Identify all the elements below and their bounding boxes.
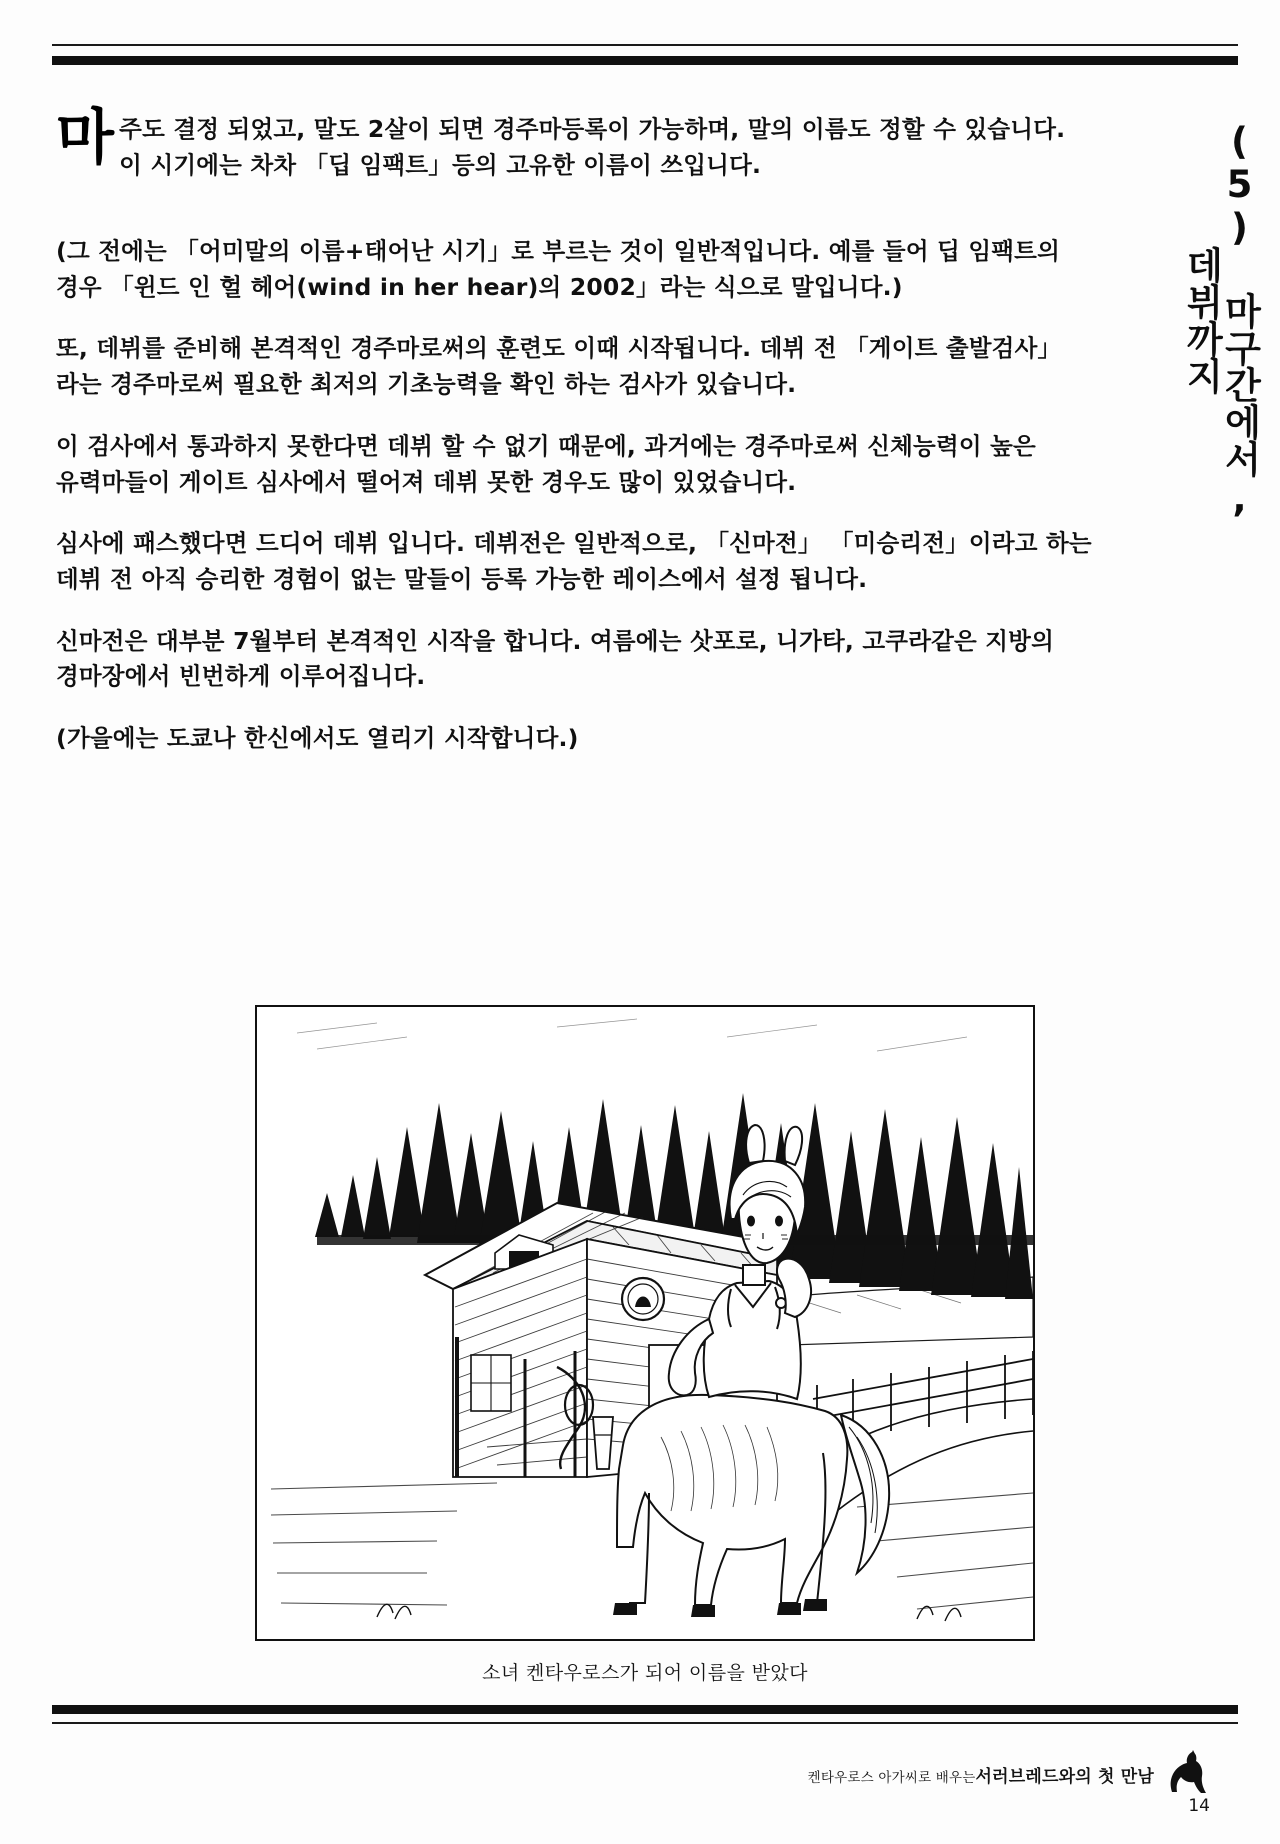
paragraph-5: 심사에 패스했다면 드디어 데뷔 입니다. 데뷔전은 일반적으로, 「신마전」 「미승리전」이라고 하는 데뷔 전 아직 승리한 경험이 없는 말들이 등록 가능한 레이스에서 설정 됩니다. [56,529,1092,594]
footer-main-title: 서러브레드와의 첫 만남 [975,1767,1154,1787]
footer-title-line [808,1762,1154,1787]
paragraph-3: 또, 데뷔를 준비해 본격적인 경주마로써의 훈련도 이때 시작됩니다. 데뷔 전 「게이트 출발검사」라는 경주마로써 필요한 최저의 기초능력을 확인 하는 검사가 있습니다. [56,334,1062,399]
header-thick-rule [52,56,1238,65]
paragraph-1 [56,103,1094,208]
paragraph-2: (그 전에는 「어미말의 이름+태어난 시기」로 부르는 것이 일반적입니다. 예를 들어 딥 임팩트의 경우 「윈드 인 헐 헤어(wind in her hear)의 2002」라는 식으로 말입니다.) [56,237,1060,301]
figure-block [255,1005,1035,1685]
centaur-girl-stable-illustration [257,1007,1033,1639]
footer-thin-rule [52,1722,1238,1724]
footer-thick-rule [52,1705,1238,1714]
footer-subtitle: 켄타우로스 아가씨로 배우는 [807,1770,976,1786]
header-thin-rule [52,44,1238,46]
paragraph-4: 이 검사에서 통과하지 못한다면 데뷔 할 수 없기 때문에, 과거에는 경주마로써 신체능력이 높은 유력마들이 게이트 심사에서 떨어져 데뷔 못한 경우도 많이 있었습니다. [56,431,1036,496]
paragraph-1-text: 주도 결정 되었고, 말도 2살이 되면 경주마등록이 가능하며, 말의 이름도 정할 수 있습니다. 이 시기에는 차차 「딥 임팩트」등의 고유한 이름이 쓰입니다. [119,115,1066,179]
horse-logo-icon [1162,1748,1216,1798]
illustration-frame [255,1005,1035,1641]
figure-caption: 소녀 켄타우로스가 되어 이름을 받았다 [482,1662,808,1684]
page-footer [52,1748,1238,1818]
body-text-column [56,103,1094,783]
paragraph-7: (가을에는 도쿄나 한신에서도 열리기 시작합니다.) [56,724,579,753]
page-number: 14 [1188,1796,1210,1816]
chapter-title-vertical: (5) 마구간에서, 데뷔까지 [1179,120,1261,520]
paragraph-6: 신마전은 대부분 7월부터 본격적인 시작을 합니다. 여름에는 삿포로, 니가타, 고쿠라같은 지방의 경마장에서 빈번하게 이루어집니다. [56,626,1054,691]
drop-cap: 마 [56,103,115,173]
